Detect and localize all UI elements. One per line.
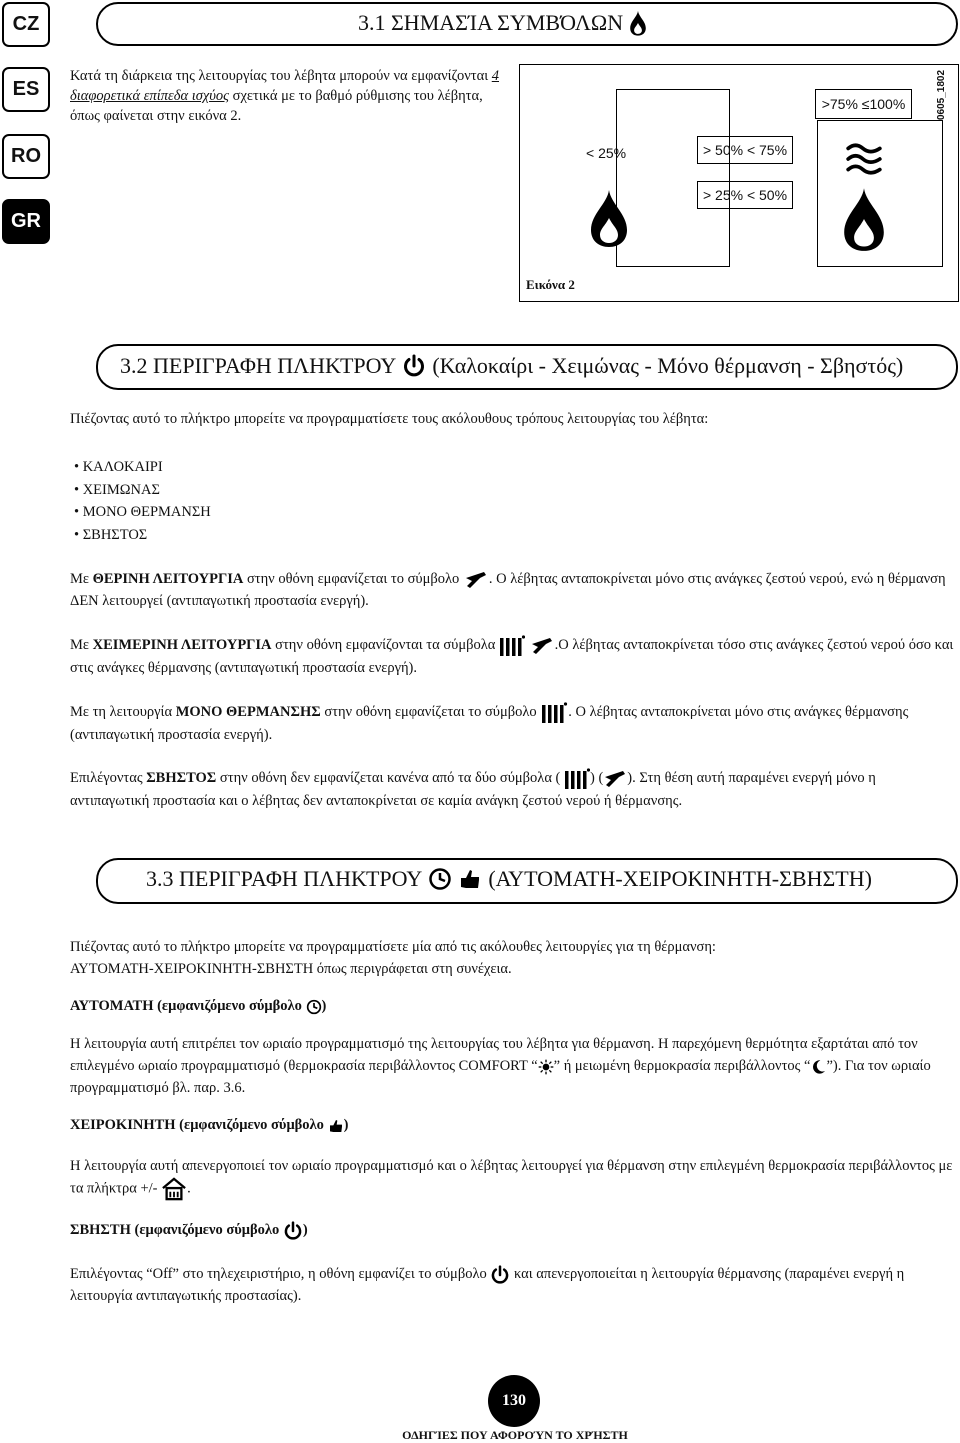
lang-tab-cz: CZ [2,2,50,47]
manual-paragraph: Η λειτουργία αυτή απενεργοποιεί τον ωριαίο προγραμματισμό και ο λέβητας λειτουργεί για θέρμανση στην επιλεγμένη θερμοκρασία περιβάλλοντος με τα πλήκτρα +/- . [70,1155,958,1201]
power-icon [283,1221,303,1241]
off-heading: ΣΒΗΣΤΗ (εμφανιζόμενο σύμβολο ) [70,1219,955,1241]
modulation-waves-icon [845,140,883,178]
auto-heading: ΑΥΤΟΜΑΤΗ (εμφανιζόμενο σύμβολο ) [70,998,327,1014]
off-paragraph: Επιλέγοντας ΣΒΗΣΤΟΣ στην οθόνη δεν εμφανίζεται κανένα από τα δύο σύμβολα ( ) ( ). Στη θέση αυτή παραμένει ενεργή μόνο η αντιπαγωτική προστασία και ο λέβητας δεν ανταποκρίνεται σε καμία ανάγκη ζεστού νερού ή θέρμανσης. [70,767,955,812]
section-3-1-intro: Κατά τη διάρκεια της λειτουργίας του λέβητα μπορούν να εμφανίζονται 4 διαφορετικά επίπεδα ισχύος σχετικά με το βαθμό ρύθμισης του λέβητα, όπως φαίνεται στην εικόνα 2. [70,68,499,124]
figure-code: 0605_1802 [936,69,947,120]
figure-caption: Εικόνα 2 [526,277,575,292]
house-icon [161,1177,187,1201]
level-75-100-label: >75% ≤100% [815,89,912,119]
winter-paragraph: Με ΧΕΙΜΕΡΙΝΗ ΛΕΙΤΟΥΡΓΙΑ στην οθόνη εμφανίζονται τα σύμβολα .Ο λέβητας ανταποκρίνεται τόσο στις ανάγκες ζεστού νερού όσο και στις ανάγκες θέρμανσης (αντιπαγωτική προστασία ενεργή). [70,634,955,679]
summer-paragraph: Με ΘΕΡΙΝΗ ΛΕΙΤΟΥΡΓΙΑ στην οθόνη εμφανίζεται το σύμβολο . Ο λέβητας ανταποκρίνεται μόνο στις ανάγκες ζεστού νερού, ενώ η θέρμανση ΔΕΝ λειτουργεί (αντιπαγωτική προστασία ενεργή). [70,571,946,609]
tap-icon [463,570,489,590]
lang-tab-ro: RO [2,134,50,179]
section-3-2-title: 3.2 ΠΕΡΙΓΡΑΦΗ ΠΛΗΚΤΡΟΥ (Καλοκαίρι - Χειμώνας - Μόνο θέρμανση - Σβηστός) [120,353,904,378]
lang-tab-es: ES [2,67,50,112]
mode-item: • ΧΕΙΜΩΝΑΣ [74,479,211,502]
flame-low-icon [589,186,629,250]
tap-icon [529,636,555,656]
mode-list [74,456,211,546]
moon-icon [811,1059,827,1075]
footer-text: ΟΔΗΓΊΕΣ ΠΟΥ ΑΦΟΡΟΎΝ ΤΟ ΧΡΉΣΤΗ [402,1428,628,1442]
section-3-3-intro: Πιέζοντας αυτό το πλήκτρο μπορείτε να προγραμματίσετε μία από τις ακόλουθες λειτουργίες για τη θέρμανση: ΑΥΤΟΜΑΤΗ-ΧΕΙΡΟΚΙΝΗΤΗ-ΣΒΗΣΤΗ όπως περιγράφεται στη συνέχεια. [70,939,716,977]
clock-icon [428,867,452,891]
mode-item: • ΚΑΛΟΚΑΙΡΙ [74,456,211,479]
radiator-icon [540,702,568,724]
section-3-3-title: 3.3 ΠΕΡΙΓΡΑΦΗ ΠΛΗΚΤΡΟΥ (ΑΥΤΟΜΑΤΗ-ΧΕΙΡΟΚΙΝΗΤΗ-ΣΒΗΣΤΗ) [146,866,872,891]
page-number: 130 [488,1375,540,1427]
sun-icon [538,1059,554,1075]
section-3-1-title: 3.1 ΣΗΜΑΣΊΑ ΣΥΜΒΌΛΩΝ [358,10,647,36]
hand-icon [458,867,482,891]
level-25-50-label: > 25% < 50% [697,181,793,209]
clock-icon [306,999,322,1015]
auto-paragraph: Η λειτουργία αυτή επιτρέπει τον ωριαίο προγραμματισμό της λειτουργίας του λέβητα για θέρμανση. Η παρεχόμενη θερμότητα εξαρτάται από τον επιλεγμένο ωριαίο προγραμματισμό (θερμοκρασία περιβάλλοντος COMFORT “ ” ή μειωμένη θερμοκρασία περιβάλλοντος “ ”). Για τον ωριαίο προγραμματισμό βλ. παρ. 3.6. [70,1036,931,1096]
low-power-panel [616,89,730,267]
manual-heading: ΧΕΙΡΟΚΙΝΗΤΗ (εμφανιζόμενο σύμβολο ) [70,1117,349,1133]
tap-icon [603,769,627,789]
power-icon [402,354,426,378]
mode-item: • ΜΟΝΟ ΘΕΡΜΑΝΣΗ [74,501,211,524]
section-3-2-intro: Πιέζοντας αυτό το πλήκτρο μπορείτε να προγραμματίσετε τους ακόλουθους τρόπους λειτουργίας του λέβητα: [70,411,709,427]
hand-icon [328,1118,344,1134]
level-50-75-label: > 50% < 75% [697,136,793,164]
lang-tab-gr: GR [2,199,50,244]
off-mode-paragraph: Επιλέγοντας “Off” στο τηλεχειριστήριο, η οθόνη εμφανίζει το σύμβολο και απενεργοποιείται η λειτουργία θέρμανσης (παραμένει ενεργή η λειτουργία αντιπαγωτικής προστασίας). [70,1266,905,1304]
radiator-icon [564,768,590,790]
level-lt25-label: < 25% [586,145,627,161]
power-icon [490,1265,510,1285]
flame-high-icon [842,186,886,252]
mode-item: • ΣΒΗΣΤΟΣ [74,524,211,547]
radiator-icon [499,635,525,657]
flame-icon [629,10,647,36]
heating-only-paragraph: Με τη λειτουργία ΜΟΝΟ ΘΕΡΜΑΝΣΗΣ στην οθόνη εμφανίζεται το σύμβολο . Ο λέβητας ανταποκρίνεται μόνο στις ανάγκες θέρμανσης (αντιπαγωτική προστασία ενεργή). [70,701,955,746]
